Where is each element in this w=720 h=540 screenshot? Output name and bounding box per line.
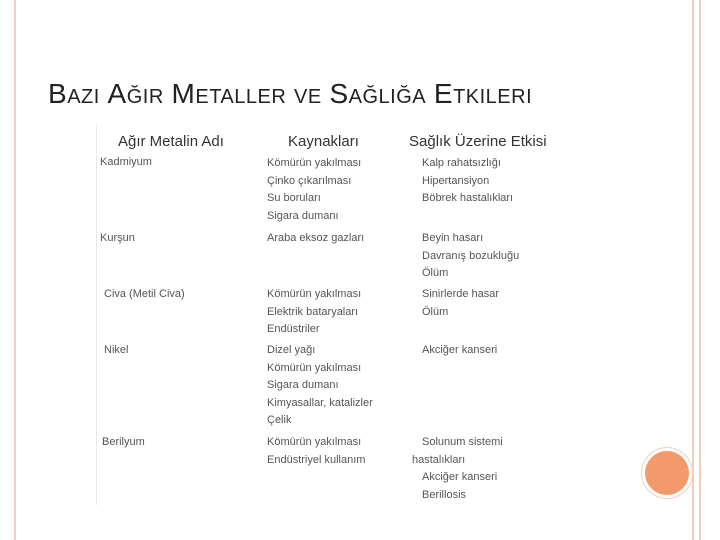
title-word: TKILERI [453, 86, 533, 108]
table-row-metal: Civa (Metil Civa) [104, 288, 185, 300]
table-row-sources [267, 342, 373, 430]
column-header-sources: Kaynakları [288, 133, 359, 150]
title-word: AĞLIĞA [348, 86, 427, 108]
slide-frame-right-line-2 [699, 0, 701, 540]
table-row-effects [422, 155, 513, 208]
effect-item: Sinirlerde hasar [422, 288, 500, 300]
table-row-effects [422, 286, 499, 321]
source-item: Çinko çıkarılması [267, 174, 352, 187]
table-row-sources [267, 434, 365, 469]
source-item: Kömürün yakılması [267, 157, 362, 169]
source-item: Elektrik bataryaları [267, 305, 359, 318]
title-word: AZI [67, 86, 100, 108]
decorative-circle [642, 448, 692, 498]
source-item: Çelik [267, 414, 292, 426]
title-letter: A [107, 78, 127, 109]
source-item: Dizel yağı [267, 344, 316, 356]
title-letter: M [171, 78, 196, 109]
source-item: Kimyasallar, katalizler [267, 396, 373, 409]
effect-item: Solunum sistemi [422, 436, 503, 448]
table-row-sources [267, 286, 361, 339]
table-row-metal: Berilyum [102, 436, 145, 448]
table-row-sources [267, 230, 364, 248]
title-word: ĞIR [126, 86, 164, 108]
source-item: Sigara dumanı [267, 379, 339, 391]
source-item: Endüstriler [267, 323, 320, 335]
column-header-effects: Sağlık Üzerine Etkisi [409, 133, 547, 150]
table-row-metal: Kadmiyum [100, 156, 152, 168]
table-row-effects [412, 434, 503, 504]
effect-item: Böbrek hastalıkları [422, 192, 514, 204]
slide-frame-left-line [14, 0, 16, 540]
effect-item: hastalıkları [412, 453, 466, 466]
source-item: Endüstriyel kullanım [267, 453, 366, 466]
source-item: Kömürün yakılması [267, 288, 362, 300]
effect-item: Ölüm [422, 305, 449, 318]
slide-title [48, 78, 532, 110]
effect-item: Kalp rahatsızlığı [422, 157, 501, 169]
source-item: Sigara dumanı [267, 209, 339, 222]
table-row-metal: Nikel [104, 344, 129, 356]
effect-item: Beyin hasarı [422, 232, 484, 244]
effect-item: Berillosis [422, 488, 467, 501]
title-letter: B [48, 78, 68, 109]
source-item: Kömürün yakılması [267, 436, 362, 448]
title-letter: E [433, 78, 454, 109]
column-header-metal: Ağır Metalin Adı [118, 133, 224, 150]
title-letter: S [329, 78, 349, 109]
effect-item: Akciğer kanseri [422, 344, 498, 356]
effect-item: Akciğer kanseri [422, 471, 498, 483]
title-word: VE [294, 86, 322, 108]
table-row-effects [422, 342, 497, 360]
effect-item: Ölüm [422, 267, 449, 279]
title-word: ETALLER [195, 86, 287, 108]
table-row-effects [422, 230, 519, 283]
table-row-sources [267, 155, 361, 225]
slide-frame-right-line [692, 0, 694, 540]
effect-item: Davranış bozukluğu [422, 249, 520, 262]
source-item: Su boruları [267, 192, 321, 204]
effect-item: Hipertansiyon [422, 174, 490, 187]
table-row-metal: Kurşun [100, 232, 135, 244]
source-item: Araba eksoz gazları [267, 232, 365, 244]
source-item: Kömürün yakılması [267, 361, 362, 374]
